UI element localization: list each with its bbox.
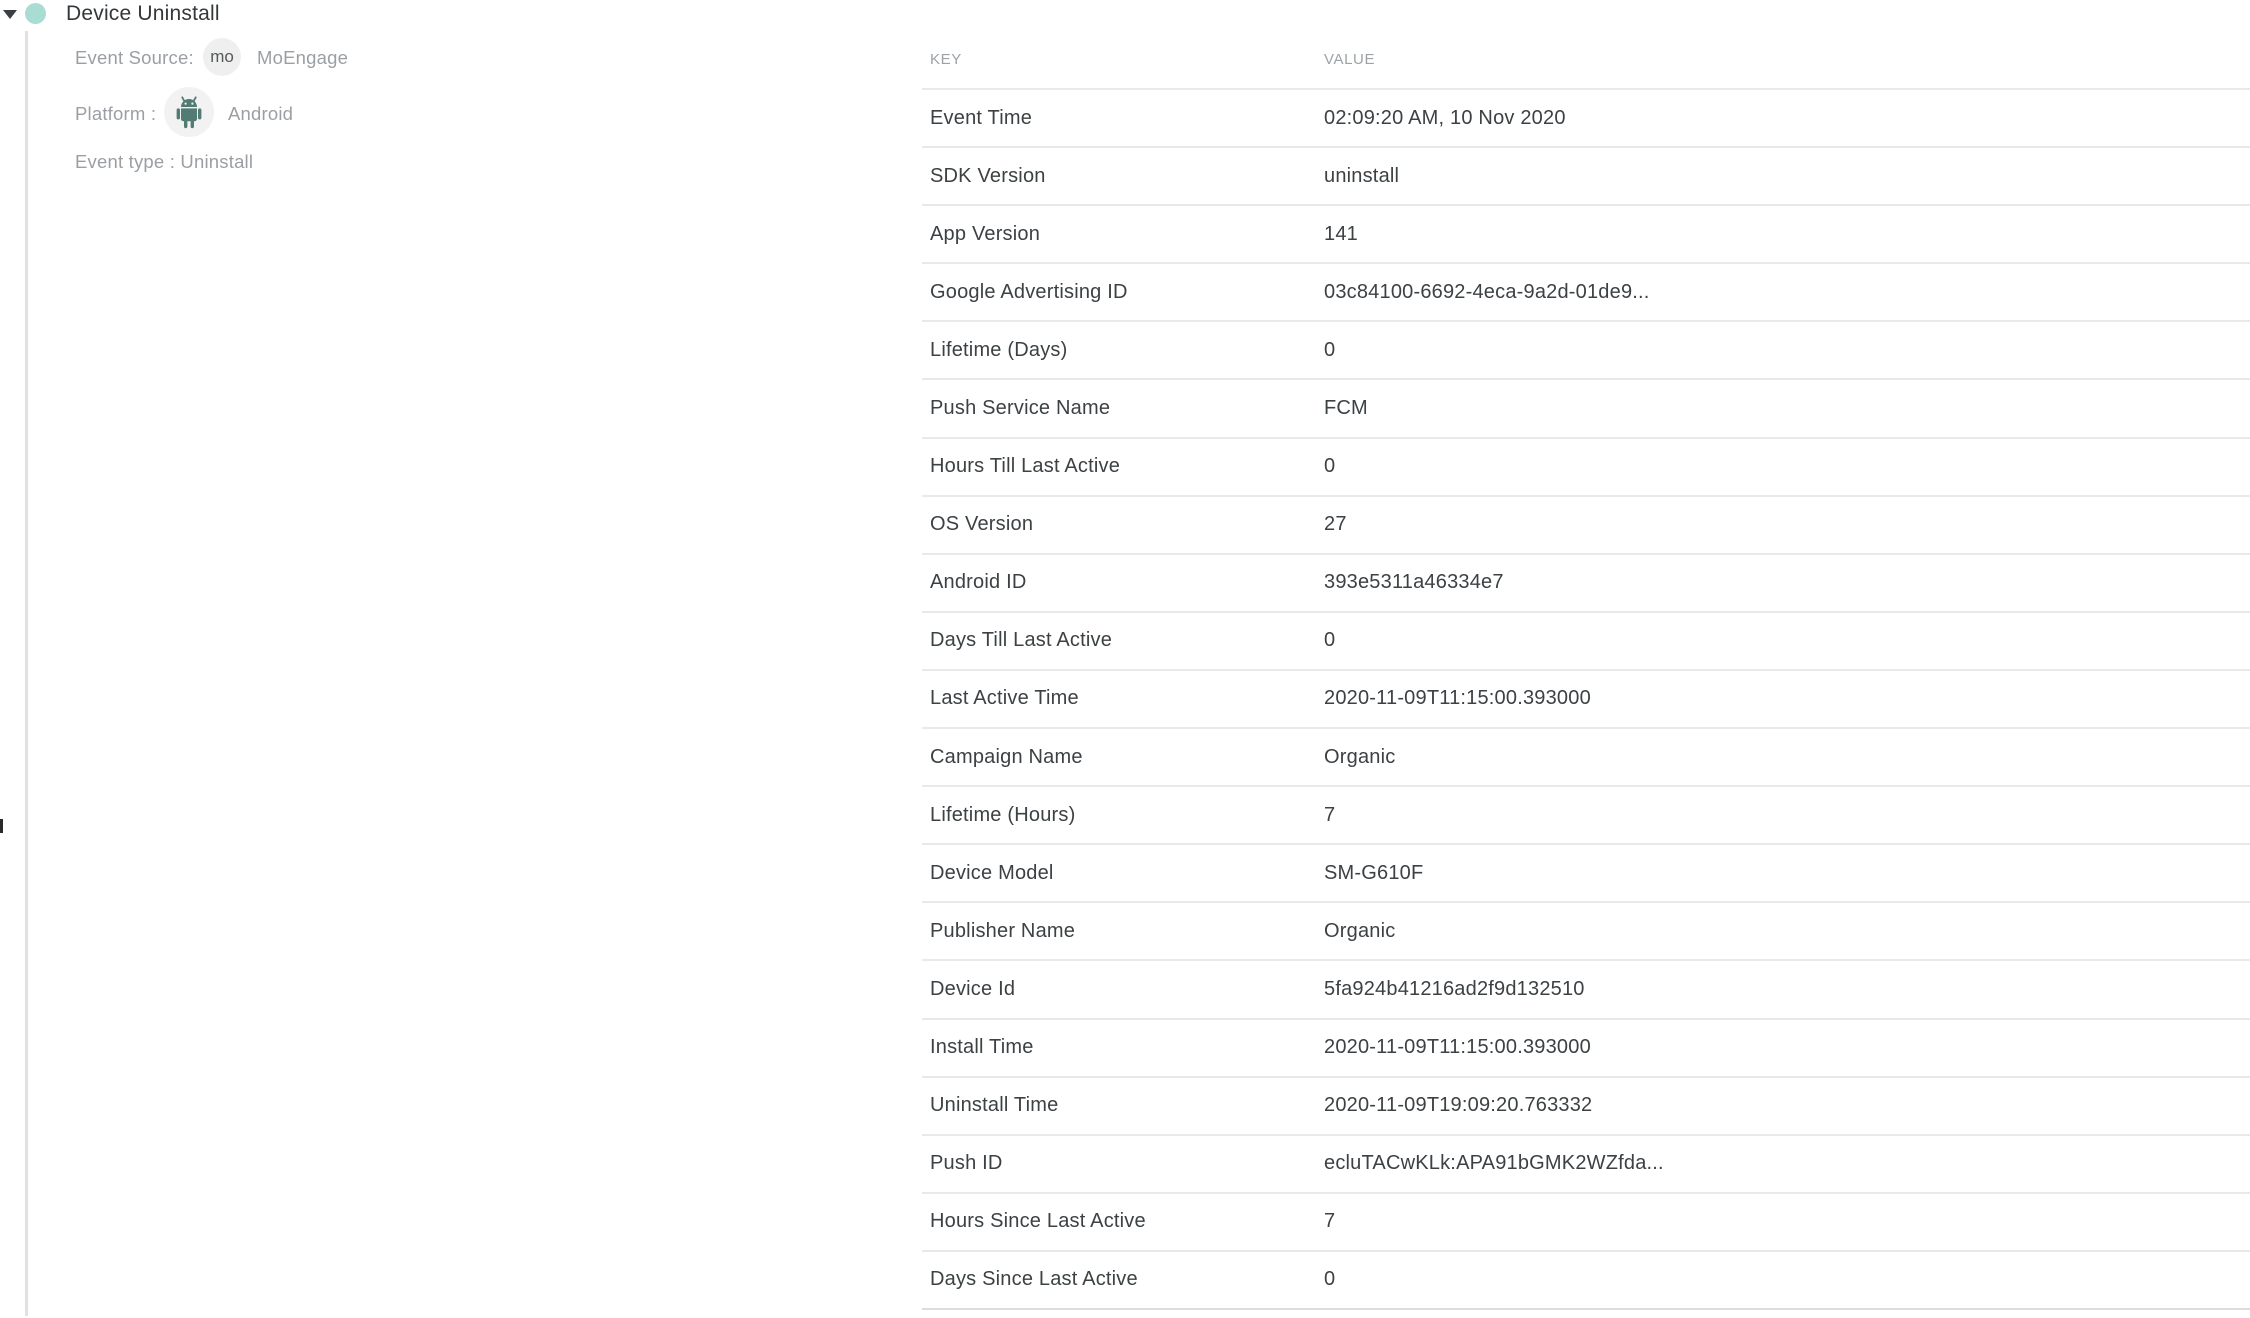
row-key: Install Time <box>930 1036 1034 1059</box>
event-status-dot <box>25 3 46 24</box>
android-icon <box>173 95 205 129</box>
platform-badge <box>164 87 214 137</box>
table-row <box>922 729 2250 787</box>
table-row <box>922 903 2250 961</box>
row-key: Days Since Last Active <box>930 1268 1138 1291</box>
row-key: Lifetime (Hours) <box>930 803 1076 826</box>
row-key: Last Active Time <box>930 687 1079 710</box>
row-value: 03c84100-6692-4eca-9a2d-01de9... <box>1324 280 1650 303</box>
table-row <box>922 1252 2250 1310</box>
row-value: Organic <box>1324 919 1396 942</box>
event-source-label: Event Source: <box>75 47 194 68</box>
value-column-header: VALUE <box>1324 51 1376 68</box>
event-attributes-table <box>922 0 2250 1310</box>
row-value: 5fa924b41216ad2f9d132510 <box>1324 977 1585 1000</box>
table-row <box>922 206 2250 264</box>
table-row <box>922 439 2250 497</box>
row-key: Push Service Name <box>930 397 1111 420</box>
table-row <box>922 845 2250 903</box>
table-row <box>922 380 2250 438</box>
row-key: OS Version <box>930 513 1034 536</box>
row-value: 0 <box>1324 1268 1336 1291</box>
row-key: Device Model <box>930 861 1054 884</box>
row-value: 0 <box>1324 455 1336 478</box>
row-key: Device Id <box>930 977 1016 1000</box>
table-row <box>922 1136 2250 1194</box>
row-value: Organic <box>1324 745 1396 768</box>
table-row <box>922 671 2250 729</box>
row-value: 2020-11-09T11:15:00.393000 <box>1324 687 1591 710</box>
row-value: 393e5311a46334e7 <box>1324 571 1504 594</box>
table-row <box>922 497 2250 555</box>
row-value: 2020-11-09T19:09:20.763332 <box>1324 1094 1593 1117</box>
row-value: 2020-11-09T11:15:00.393000 <box>1324 1036 1591 1059</box>
table-header-row <box>922 0 2250 90</box>
row-value: 0 <box>1324 629 1336 652</box>
row-value: FCM <box>1324 397 1368 420</box>
table-row <box>922 613 2250 671</box>
row-key: SDK Version <box>930 164 1046 187</box>
row-key: Publisher Name <box>930 919 1076 942</box>
key-column-header: KEY <box>930 51 962 68</box>
kv-table-body <box>922 90 2250 1310</box>
row-value: SM-G610F <box>1324 861 1424 884</box>
row-key: Uninstall Time <box>930 1094 1059 1117</box>
table-row <box>922 1020 2250 1078</box>
row-value: 02:09:20 AM, 10 Nov 2020 <box>1324 106 1566 129</box>
row-key: Lifetime (Days) <box>930 338 1068 361</box>
row-key: Event Time <box>930 106 1033 129</box>
row-value: 141 <box>1324 222 1358 245</box>
moengage-logo-badge <box>203 38 241 76</box>
table-row <box>922 555 2250 613</box>
row-key: Campaign Name <box>930 745 1083 768</box>
left-edge-clipped-mark <box>0 819 3 833</box>
platform-value: Android <box>228 103 294 124</box>
row-value: 0 <box>1324 338 1336 361</box>
table-row <box>922 961 2250 1019</box>
event-title: Device Uninstall <box>66 2 220 25</box>
row-key: Days Till Last Active <box>930 629 1113 652</box>
row-key: Google Advertising ID <box>930 280 1128 303</box>
event-type-line: Event type : Uninstall <box>75 151 254 172</box>
table-row <box>922 1194 2250 1252</box>
platform-label: Platform : <box>75 103 157 124</box>
row-value: uninstall <box>1324 164 1400 187</box>
row-key: Hours Since Last Active <box>930 1210 1146 1233</box>
caret-down-icon[interactable] <box>3 10 17 19</box>
row-key: App Version <box>930 222 1041 245</box>
event-source-value: MoEngage <box>257 47 349 68</box>
table-row <box>922 90 2250 148</box>
timeline-line <box>25 31 28 1316</box>
row-key: Hours Till Last Active <box>930 455 1121 478</box>
table-row <box>922 787 2250 845</box>
row-value: 27 <box>1324 513 1347 536</box>
table-row <box>922 1078 2250 1136</box>
row-key: Push ID <box>930 1152 1003 1175</box>
row-value: 7 <box>1324 803 1336 826</box>
table-row <box>922 264 2250 322</box>
row-key: Android ID <box>930 571 1027 594</box>
moengage-logo-text: mo <box>210 47 234 66</box>
table-row <box>922 148 2250 206</box>
row-value: ecluTACwKLk:APA91bGMK2WZfda... <box>1324 1152 1664 1175</box>
row-value: 7 <box>1324 1210 1336 1233</box>
table-row <box>922 322 2250 380</box>
